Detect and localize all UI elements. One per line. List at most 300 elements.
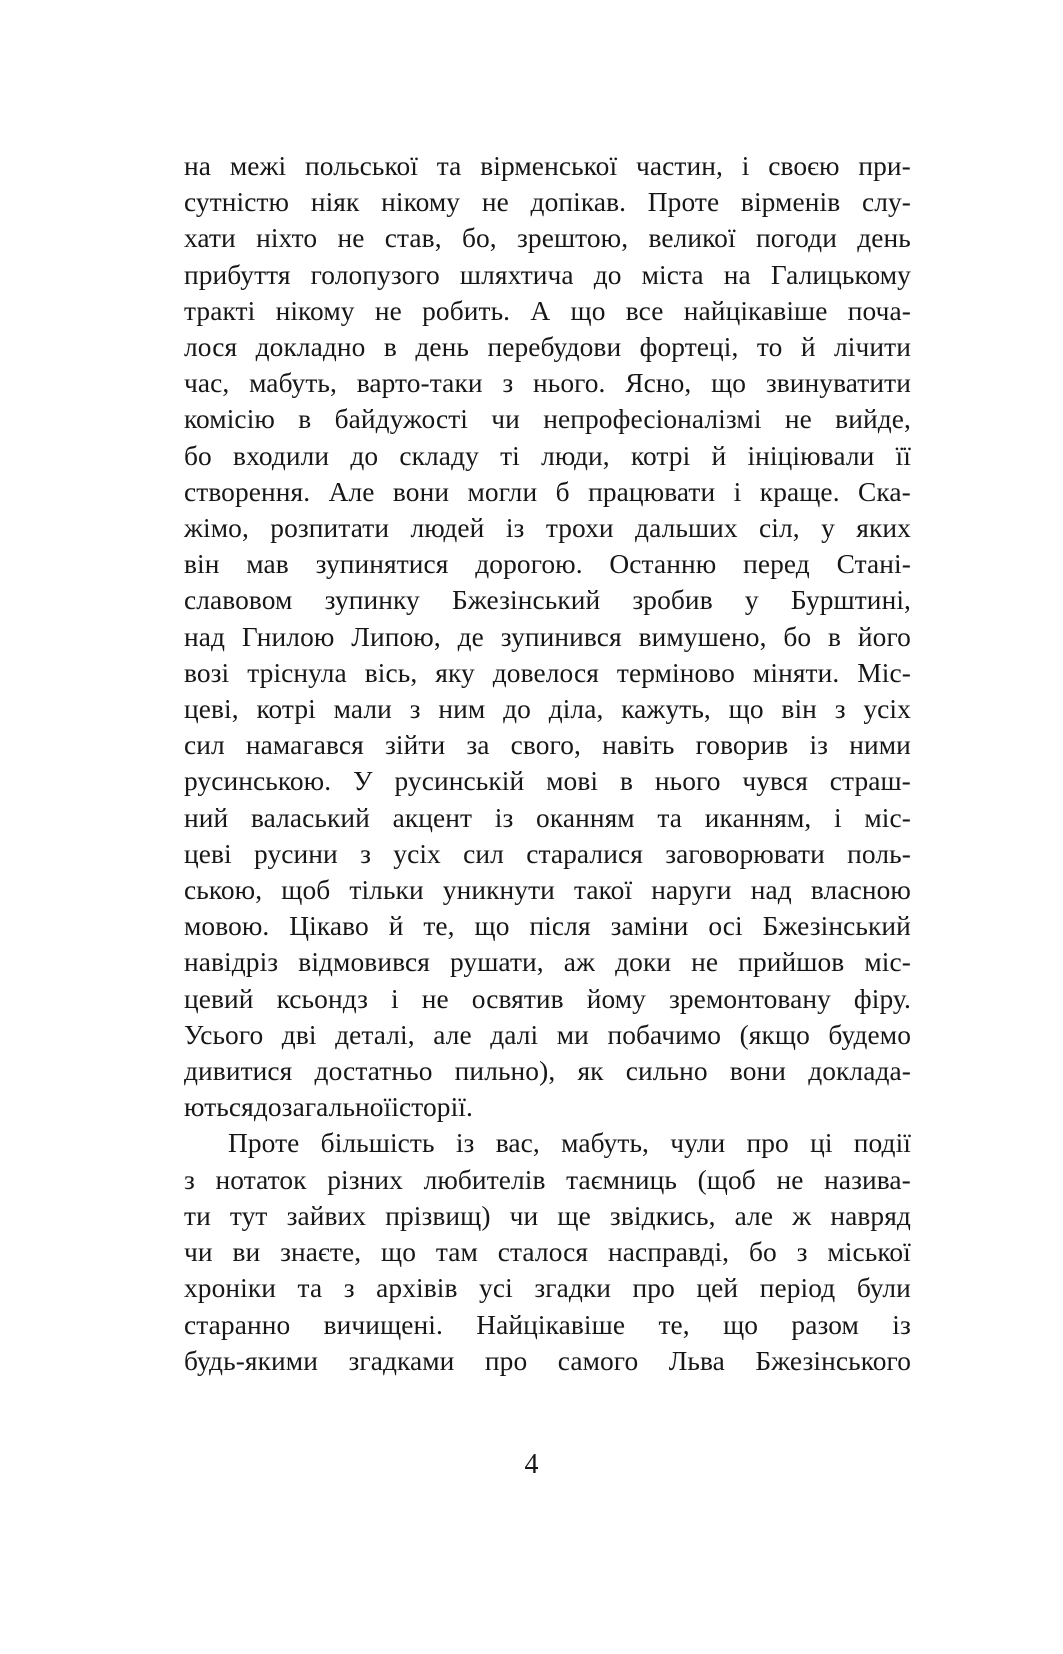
word: могли — [467, 476, 538, 507]
word: діла, — [548, 694, 604, 725]
word: слу- — [861, 187, 911, 218]
word: звідкись, — [609, 1200, 716, 1231]
word: згадки — [534, 1273, 612, 1304]
word: цей — [696, 1273, 739, 1304]
word: терміново — [616, 657, 735, 688]
word: чули — [670, 1128, 726, 1159]
word: прийшов — [738, 947, 845, 978]
word: до — [593, 259, 622, 290]
word: навряд — [830, 1200, 911, 1231]
word: самого — [557, 1345, 639, 1376]
word: Бурштині, — [790, 585, 911, 616]
word: чи — [509, 1200, 539, 1231]
word: свого, — [510, 730, 581, 761]
word: говорив — [695, 730, 789, 761]
text-line — [184, 981, 911, 1017]
word: яких — [856, 513, 911, 544]
word: зробив — [632, 585, 713, 616]
word: розпитати — [270, 513, 390, 544]
word: тракті — [184, 295, 256, 326]
word: те, — [423, 911, 455, 942]
word: і — [391, 983, 399, 1014]
text-line — [184, 148, 911, 184]
word: старанно — [184, 1309, 291, 1340]
word: сил — [184, 730, 225, 761]
text-line — [184, 546, 911, 582]
text-line — [184, 474, 911, 510]
word: загальної — [281, 1092, 392, 1123]
word: У — [353, 766, 373, 797]
paragraph-two — [184, 1125, 911, 1378]
word: зремонтовану — [668, 983, 831, 1014]
word: до — [350, 440, 379, 471]
text-line — [184, 257, 911, 293]
word: щоб — [281, 875, 331, 906]
word: сталося — [497, 1237, 589, 1268]
word: славовом — [184, 585, 293, 616]
word: входили — [233, 440, 330, 471]
word: як — [577, 1056, 604, 1087]
word: не — [337, 223, 365, 254]
word: що — [381, 1237, 416, 1268]
word: сіл, — [759, 513, 800, 544]
word: котрі — [256, 694, 316, 725]
word: робить. — [422, 295, 511, 326]
word: міняти. — [752, 657, 840, 688]
word: сильно — [625, 1056, 708, 1087]
word: більшість — [320, 1128, 435, 1159]
word: лічити — [834, 332, 911, 363]
text-line — [184, 655, 911, 691]
word: згадками — [348, 1345, 455, 1376]
word: цевий — [184, 983, 254, 1014]
word: події — [853, 1128, 911, 1159]
word: відмовився — [298, 947, 430, 978]
word: освятив — [471, 983, 564, 1014]
word: до — [253, 1092, 282, 1123]
word: байдужості — [334, 404, 468, 435]
page-body-text — [184, 148, 911, 1379]
word: з — [184, 1164, 195, 1195]
word: та — [436, 151, 462, 181]
word: вірменської — [480, 151, 618, 181]
word: заговорювати — [665, 838, 825, 869]
word: насправді, — [607, 1237, 730, 1268]
word: Проте — [647, 187, 720, 218]
word: русинській — [394, 766, 525, 797]
word: мовою. — [184, 911, 270, 942]
word: дві — [281, 1019, 317, 1050]
word: із — [892, 1309, 911, 1340]
word: після — [529, 911, 591, 942]
word: доклада- — [808, 1056, 911, 1087]
word: польської — [305, 151, 418, 181]
word: міс- — [864, 802, 911, 833]
word: ж — [792, 1200, 812, 1231]
word: Усього — [184, 1019, 264, 1050]
word: але — [433, 1019, 472, 1050]
word: дорогою. — [475, 549, 583, 580]
word: що — [474, 911, 510, 942]
text-line — [184, 184, 911, 220]
word: Бжезінського — [755, 1345, 911, 1376]
word: що — [711, 368, 747, 399]
word: день — [857, 223, 911, 254]
word: валаський — [250, 802, 370, 833]
word: ксьондз — [276, 983, 368, 1014]
word: що — [723, 1309, 759, 1340]
text-line — [184, 293, 911, 329]
text-line — [184, 1270, 911, 1306]
word: й — [388, 911, 404, 942]
word: але — [734, 1200, 774, 1231]
word: Останню — [609, 549, 717, 580]
word: котрі — [630, 440, 691, 471]
word: час, — [184, 368, 230, 399]
word: цеві, — [184, 694, 239, 725]
text-line — [184, 510, 911, 546]
word: мав — [246, 549, 289, 580]
word: і — [733, 476, 742, 507]
word: Льва — [668, 1345, 725, 1376]
word: шляхтича — [459, 259, 574, 290]
page-number: 4 — [524, 1449, 539, 1480]
word: архівів — [376, 1273, 458, 1304]
word: варто-таки — [356, 368, 483, 399]
word: назива- — [824, 1164, 911, 1195]
word: дальших — [635, 513, 738, 544]
word: вірменів — [740, 187, 841, 218]
word: тільки — [349, 875, 424, 906]
word: кажуть, — [621, 694, 711, 725]
word: тут — [229, 1200, 268, 1231]
word: з — [834, 694, 846, 725]
word: хати — [184, 223, 236, 254]
text-line — [184, 727, 911, 763]
word: ним — [438, 694, 486, 725]
word: міста — [641, 259, 704, 290]
word: він — [781, 694, 817, 725]
word: своєю — [768, 151, 840, 181]
word: все — [625, 295, 664, 326]
word: доки — [615, 947, 672, 978]
word: й — [800, 332, 816, 363]
text-line — [184, 1089, 911, 1125]
word: комісію — [184, 404, 275, 435]
word: великої — [648, 223, 736, 254]
word: сил — [463, 838, 504, 869]
word: в — [828, 621, 842, 652]
word: на — [723, 259, 751, 290]
word: бо, — [461, 223, 497, 254]
word: довелося — [492, 657, 599, 688]
word: ються — [184, 1092, 254, 1123]
word: погоди — [755, 223, 837, 254]
word: не — [481, 187, 509, 218]
word: докладно — [255, 332, 366, 363]
word: з — [360, 838, 372, 869]
text-line — [184, 365, 911, 401]
word: чи — [184, 1237, 213, 1268]
word: Міс- — [857, 657, 911, 688]
word: дивитися — [184, 1056, 293, 1087]
word: жімо, — [184, 513, 249, 544]
word: вийде, — [835, 404, 911, 435]
word: ніяк — [310, 187, 360, 218]
word: не — [784, 404, 812, 435]
word: Стані- — [836, 549, 911, 580]
word: й — [711, 440, 727, 471]
word: ними — [849, 730, 911, 761]
word: Але — [328, 476, 375, 507]
word: не — [374, 295, 402, 326]
word: ніхто — [256, 223, 318, 254]
text-line — [184, 1234, 911, 1270]
word: цеві — [184, 838, 232, 869]
word: Гнилою — [241, 621, 335, 652]
word: то — [756, 332, 783, 363]
word: рушати, — [449, 947, 544, 978]
word: заміни — [610, 911, 689, 942]
word: русини — [254, 838, 338, 869]
text-line — [184, 1053, 911, 1089]
word: прізвищ) — [385, 1200, 491, 1231]
text-line — [184, 763, 911, 799]
word: власною — [810, 875, 911, 906]
word: Цікаво — [289, 911, 369, 942]
word: період — [759, 1273, 836, 1304]
word: зійти — [385, 730, 446, 761]
word: у — [744, 585, 759, 616]
text-line — [184, 1017, 911, 1053]
word: усі — [479, 1273, 513, 1304]
word: мові — [546, 766, 599, 797]
word: люди, — [541, 440, 610, 471]
text-line — [184, 1198, 911, 1234]
word: над — [750, 875, 792, 906]
word: Ясно, — [625, 368, 692, 399]
word: зайвих — [286, 1200, 367, 1231]
word: А — [530, 295, 551, 326]
word: на — [184, 151, 212, 181]
text-line — [184, 619, 911, 655]
word: зупинку — [324, 585, 420, 616]
word: з — [343, 1273, 355, 1304]
word: людей — [410, 513, 485, 544]
word: зупинився — [500, 621, 622, 652]
word: бо — [748, 1237, 777, 1268]
text-line — [184, 872, 911, 908]
word: нотаток — [215, 1164, 307, 1195]
word: деталі, — [335, 1019, 415, 1050]
word: що — [570, 295, 606, 326]
word: різних — [327, 1164, 403, 1195]
word: достатньо — [314, 1056, 433, 1087]
word: хроніки — [184, 1273, 277, 1304]
word: були — [856, 1273, 911, 1304]
word: осі — [708, 911, 743, 942]
text-line — [184, 944, 911, 980]
word: нього. — [532, 368, 606, 399]
word: не — [421, 983, 449, 1014]
word: ти — [184, 1200, 211, 1231]
word: Бжезінський — [452, 585, 601, 616]
word: де — [457, 621, 484, 652]
word: Проте — [228, 1128, 300, 1159]
word: бо — [783, 621, 812, 652]
word: нього — [654, 766, 721, 797]
word: разом — [791, 1309, 859, 1340]
word: намагався — [245, 730, 364, 761]
word: вони — [729, 1056, 787, 1087]
word: вісь, — [364, 657, 418, 688]
word: ний — [184, 802, 229, 833]
word: до — [503, 694, 531, 725]
text-line — [184, 908, 911, 944]
word: створення. — [184, 476, 311, 507]
word: сутністю — [184, 187, 290, 218]
text-line — [184, 401, 911, 437]
word: допікав. — [530, 187, 627, 218]
word: із — [494, 802, 514, 833]
text-line — [184, 691, 911, 727]
text-line — [184, 836, 911, 872]
text-line — [184, 1343, 911, 1379]
word: з — [502, 368, 514, 399]
word: поча- — [847, 295, 911, 326]
word: иканням, — [704, 802, 812, 833]
word: мабуть, — [561, 1128, 649, 1159]
word: та — [297, 1273, 323, 1304]
word: ви — [232, 1237, 261, 1268]
word: краще. — [759, 476, 840, 507]
word: при- — [858, 151, 911, 181]
word: міської — [827, 1237, 911, 1268]
word: ініціювали — [747, 440, 875, 471]
word: ми — [556, 1019, 589, 1050]
word: Галицькому — [770, 259, 911, 290]
word: яку — [435, 657, 475, 688]
text-line — [184, 220, 911, 256]
word: він — [184, 549, 220, 580]
word: про — [484, 1345, 528, 1376]
word: із — [809, 730, 829, 761]
word: міс- — [864, 947, 911, 978]
text-line — [184, 800, 911, 836]
word: уникнути — [442, 875, 555, 906]
word: ці — [810, 1128, 833, 1159]
text-line — [184, 329, 911, 365]
word: прибуття — [184, 259, 291, 290]
text-line — [184, 1162, 911, 1198]
word: (щоб — [697, 1164, 756, 1195]
word: межі — [229, 151, 287, 181]
word: русинською. — [184, 766, 332, 797]
word: поль- — [847, 838, 911, 869]
word: найцікавіше — [683, 295, 828, 326]
word: йому — [586, 983, 646, 1014]
word: наруги — [651, 875, 732, 906]
text-line — [184, 582, 911, 618]
word: нікому — [381, 187, 461, 218]
word: такої — [574, 875, 633, 906]
word: побачимо — [607, 1019, 722, 1050]
word: перед — [743, 549, 810, 580]
word: нікому — [275, 295, 355, 326]
word: з — [409, 694, 421, 725]
word: звинуватити — [765, 368, 911, 399]
word: став, — [384, 223, 442, 254]
word: навіть — [602, 730, 675, 761]
word: із — [505, 513, 525, 544]
word: у — [821, 513, 835, 544]
word: будемо — [828, 1019, 911, 1050]
word: що — [728, 694, 764, 725]
word: там — [435, 1237, 478, 1268]
word: вимушено, — [638, 621, 767, 652]
word: не — [776, 1164, 804, 1195]
word: за — [466, 730, 490, 761]
word: Найцікавіше — [476, 1309, 626, 1340]
word: над — [184, 621, 226, 652]
word: Липою, — [351, 621, 441, 652]
word: з — [796, 1237, 808, 1268]
word: в — [619, 766, 634, 797]
word: страш- — [829, 766, 911, 797]
word: (якщо — [739, 1019, 810, 1050]
word: чи — [491, 404, 520, 435]
word: в — [383, 332, 397, 363]
text-line — [184, 1125, 911, 1161]
word: возі — [184, 657, 230, 688]
text-line — [184, 438, 911, 474]
word: Бжезінський — [762, 911, 911, 942]
text-line — [184, 1307, 911, 1343]
word: про — [632, 1273, 675, 1304]
word: ською, — [184, 875, 263, 906]
word: навідріз — [184, 947, 279, 978]
word: пильно), — [454, 1056, 556, 1087]
word: ті — [500, 440, 520, 471]
word: фіру. — [853, 983, 911, 1014]
word: оканням — [536, 802, 635, 833]
word: про — [746, 1128, 789, 1159]
word: Ска- — [858, 476, 911, 507]
word: не — [691, 947, 719, 978]
word: любителів — [423, 1164, 546, 1195]
word: чувся — [742, 766, 808, 797]
word: її — [895, 440, 911, 471]
word: день — [415, 332, 470, 363]
word: фортеці, — [639, 332, 739, 363]
word: тріснула — [247, 657, 347, 688]
word: частин, — [636, 151, 723, 181]
word: трохи — [545, 513, 614, 544]
word: історії. — [391, 1092, 473, 1123]
word: бо — [184, 440, 212, 471]
word: мабуть, — [249, 368, 337, 399]
paragraph-one — [184, 148, 911, 1125]
word: те, — [658, 1309, 690, 1340]
word: таємниць — [566, 1164, 677, 1195]
word: далі — [490, 1019, 539, 1050]
word: в — [298, 404, 312, 435]
word: складу — [399, 440, 479, 471]
word: лося — [184, 332, 238, 363]
word: б — [555, 476, 570, 507]
word: акцент — [392, 802, 473, 833]
word: аж — [563, 947, 596, 978]
